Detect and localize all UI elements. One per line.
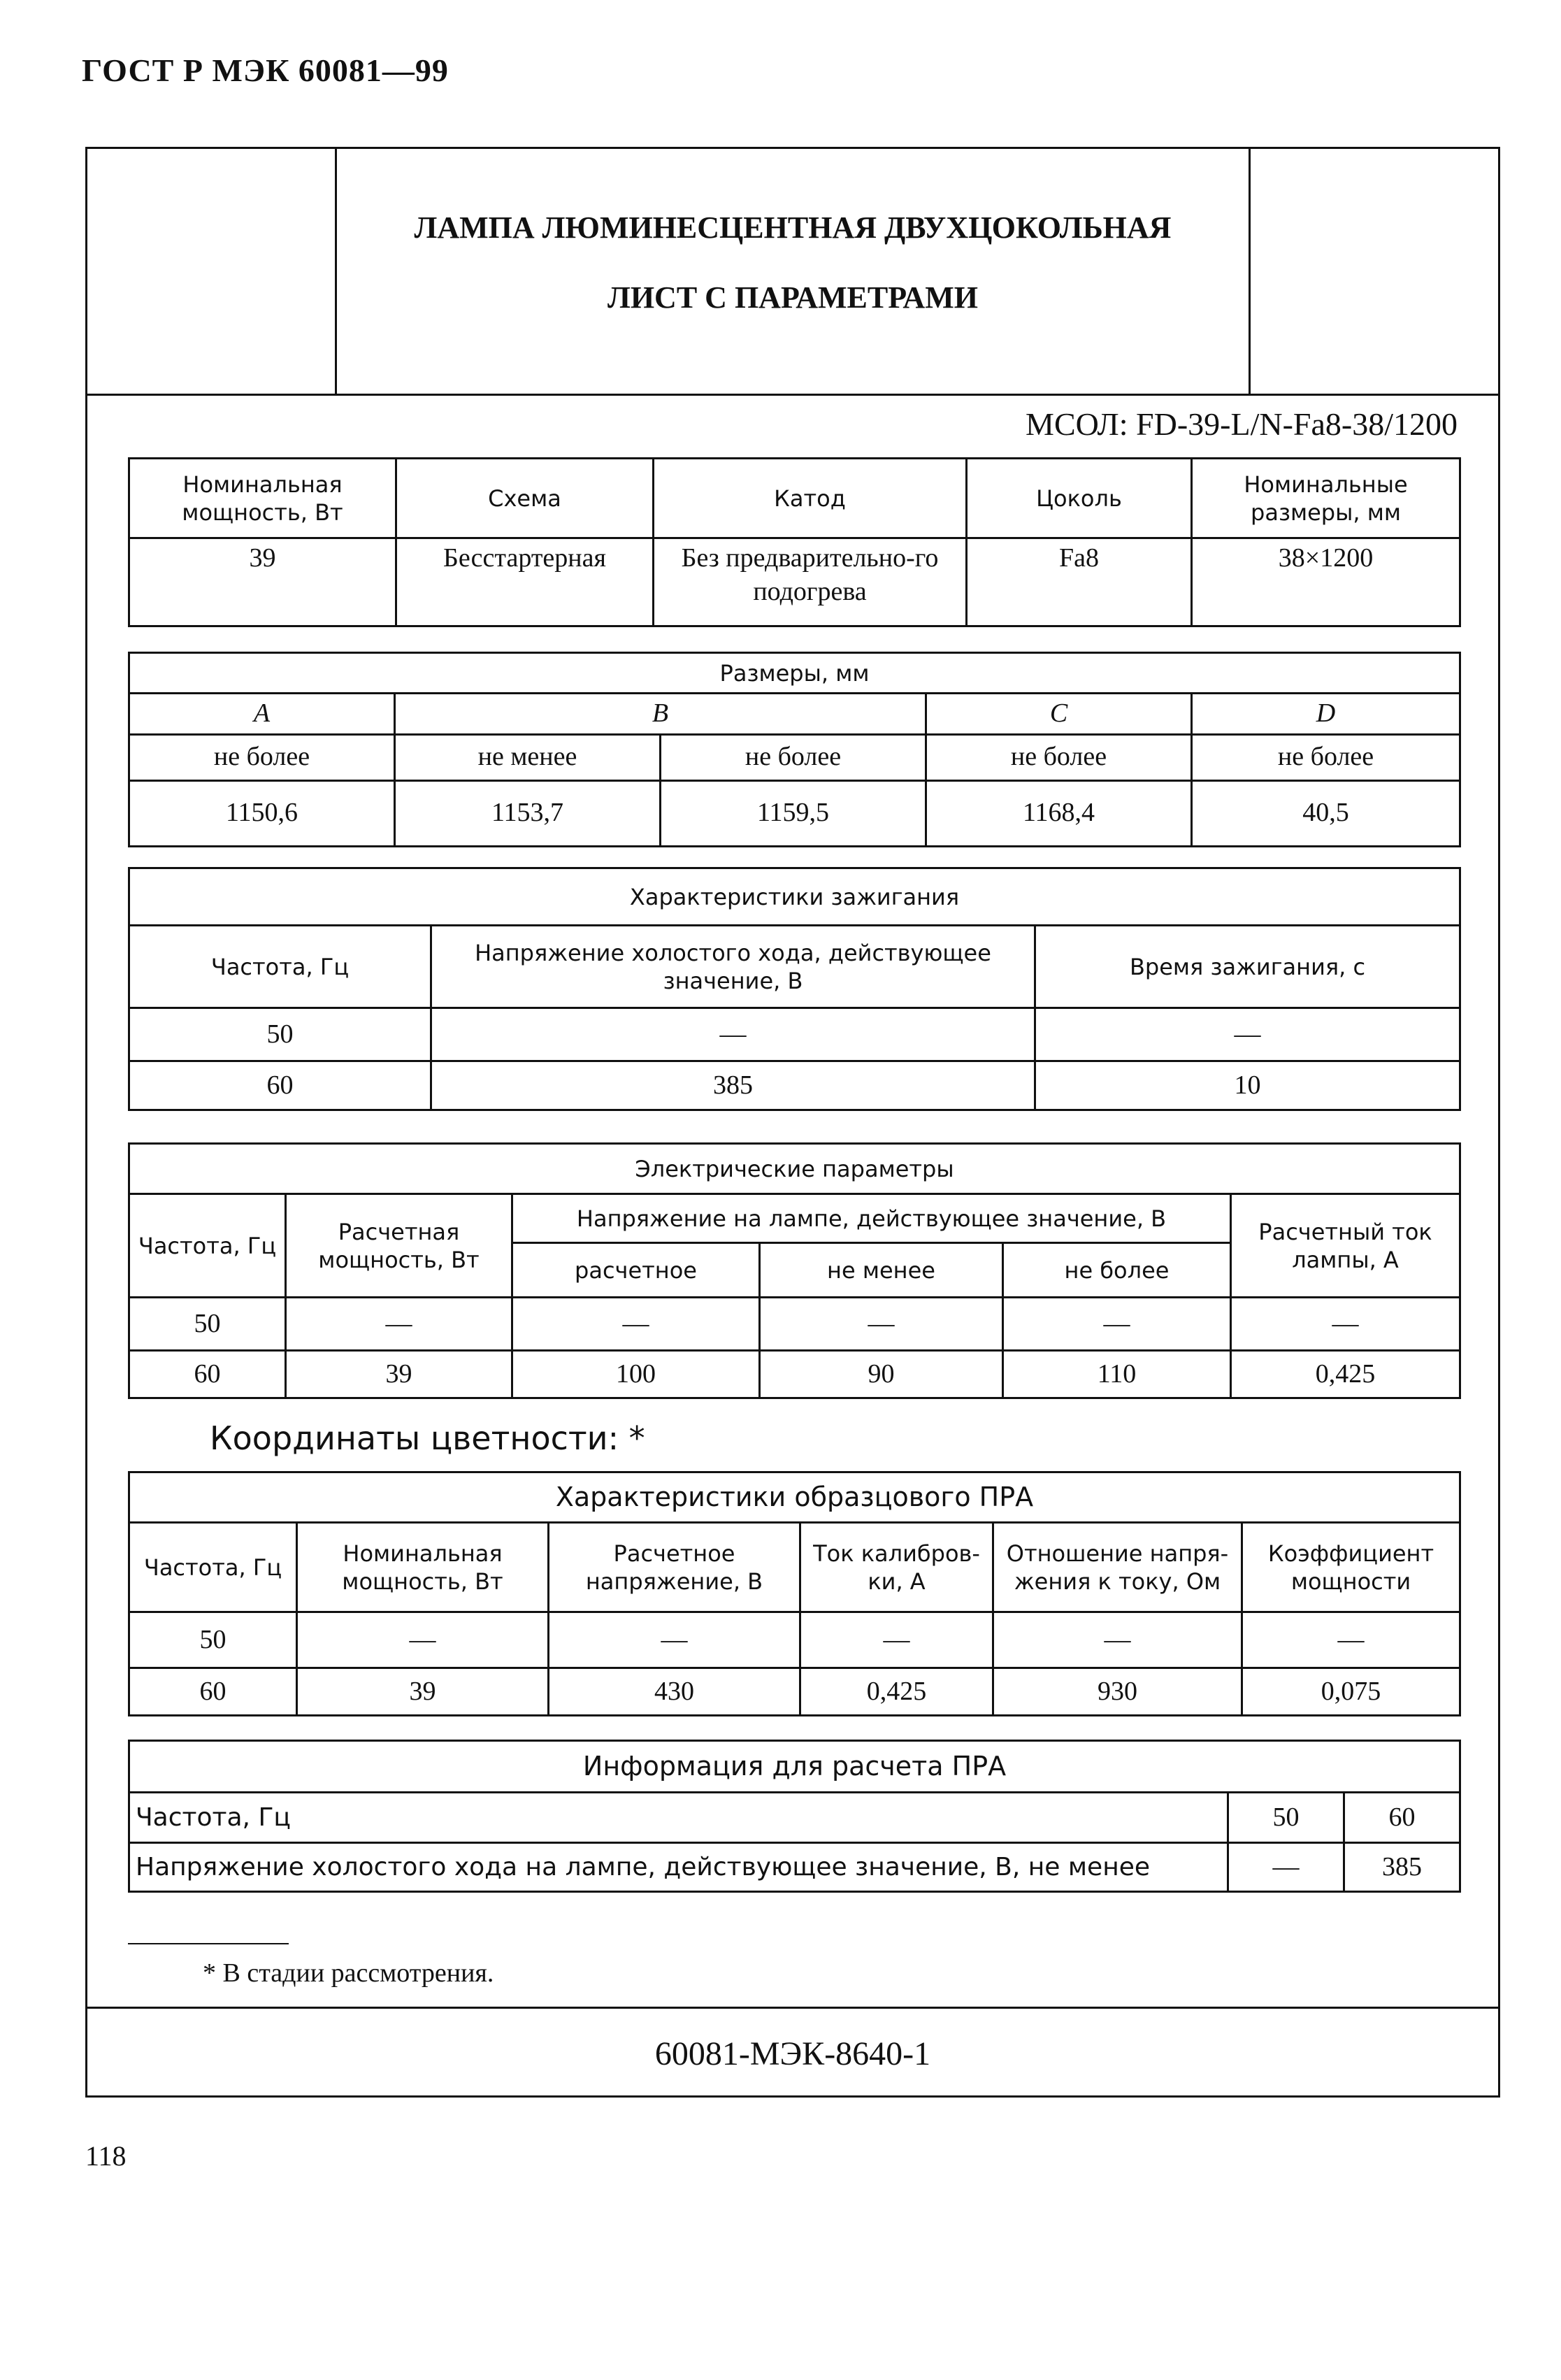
header-left-cell: [85, 147, 337, 396]
dimension-letter-a: A: [129, 694, 395, 735]
ballast-cell: —: [549, 1612, 800, 1668]
value-scheme: Бесстартерная: [396, 538, 654, 626]
footnote-separator: [128, 1943, 289, 1944]
electrical-cell: —: [512, 1298, 760, 1351]
ballast-header-power: Номинальная мощность, Вт: [297, 1523, 549, 1612]
ballast-info-table: [128, 1740, 1461, 1893]
ballast-header-calibration-current: Ток калибров-ки, А: [800, 1523, 993, 1612]
ballast-cell: —: [1242, 1612, 1460, 1668]
page-number: 118: [85, 2140, 127, 2172]
limit-b-max: не более: [661, 734, 926, 780]
ballast-title: Характеристики образцового ПРА: [129, 1472, 1460, 1523]
limit-a: не более: [129, 734, 395, 780]
dimensions-table: [128, 652, 1461, 847]
header-nominal-size: Номинальные размеры, мм: [1192, 459, 1460, 538]
ignition-header-frequency: Частота, Гц: [129, 926, 431, 1008]
header-right-cell: [1249, 147, 1500, 396]
electrical-cell: 100: [512, 1351, 760, 1398]
ballast-info-frequency-50: 50: [1228, 1793, 1344, 1843]
ignition-header-voltage: Напряжение холостого хода, действующее значение, В: [431, 926, 1035, 1008]
header-scheme: Схема: [396, 459, 654, 538]
ballast-cell: 50: [129, 1612, 297, 1668]
ignition-cell: 50: [129, 1008, 431, 1061]
header-divider: [85, 394, 1500, 396]
ballast-header-frequency: Частота, Гц: [129, 1523, 297, 1612]
footnote: * В стадии рассмотрения.: [203, 1958, 494, 1988]
electrical-cell: 0,425: [1231, 1351, 1460, 1398]
dimension-letter-d: D: [1192, 694, 1460, 735]
ignition-header-time: Время зажигания, с: [1035, 926, 1460, 1008]
electrical-cell: —: [1231, 1298, 1460, 1351]
ignition-cell: —: [431, 1008, 1035, 1061]
value-d: 40,5: [1192, 780, 1460, 846]
electrical-header-power: Расчетная мощность, Вт: [286, 1194, 512, 1298]
ballast-cell: 39: [297, 1668, 549, 1716]
standard-title: ГОСТ Р МЭК 60081—99: [82, 52, 449, 88]
header-cathode: Катод: [654, 459, 967, 538]
electrical-header-voltage-rated: расчетное: [512, 1243, 760, 1298]
value-a: 1150,6: [129, 780, 395, 846]
sheet-subtitle: ЛИСТ С ПАРАМЕТРАМИ: [607, 280, 978, 315]
value-b-min: 1153,7: [395, 780, 661, 846]
lamp-designation: МСОЛ: FD-39-L/N-Fa8-38/1200: [1026, 406, 1458, 442]
limit-b-min: не менее: [395, 734, 661, 780]
value-nominal-power: 39: [129, 538, 396, 626]
ballast-header-power-factor: Коэффициент мощности: [1242, 1523, 1460, 1612]
ballast-info-voltage-50: —: [1228, 1843, 1344, 1892]
value-nominal-size: 38×1200: [1192, 538, 1460, 626]
electrical-cell: 39: [286, 1351, 512, 1398]
electrical-cell: —: [286, 1298, 512, 1351]
electrical-header-voltage-max: не более: [1003, 1243, 1231, 1298]
ballast-cell: 0,425: [800, 1668, 993, 1716]
value-base: Fa8: [967, 538, 1192, 626]
dimension-letter-b: B: [395, 694, 926, 735]
ballast-info-voltage-label: Напряжение холостого хода на лампе, действующее значение, В, не менее: [129, 1843, 1228, 1892]
ballast-header-voltage: Расчетное напряжение, В: [549, 1523, 800, 1612]
electrical-header-frequency: Частота, Гц: [129, 1194, 286, 1298]
electrical-cell: —: [1003, 1298, 1231, 1351]
ignition-cell: —: [1035, 1008, 1460, 1061]
header-nominal-power: Номинальная мощность, Вт: [129, 459, 396, 538]
ignition-cell: 10: [1035, 1061, 1460, 1110]
ballast-cell: —: [800, 1612, 993, 1668]
dimension-letter-c: C: [926, 694, 1192, 735]
value-cathode: Без предварительно-го подогрева: [654, 538, 967, 626]
dimensions-title: Размеры, мм: [129, 653, 1460, 694]
electrical-cell: 110: [1003, 1351, 1231, 1398]
electrical-header-voltage-min: не менее: [760, 1243, 1003, 1298]
ballast-cell: 0,075: [1242, 1668, 1460, 1716]
document-code: 60081-МЭК-8640-1: [654, 2035, 931, 2072]
limit-d: не более: [1192, 734, 1460, 780]
electrical-header-voltage: Напряжение на лампе, действующее значение, В: [512, 1194, 1231, 1243]
ignition-title: Характеристики зажигания: [129, 868, 1460, 926]
ballast-info-frequency-label: Частота, Гц: [129, 1793, 1228, 1843]
footer-divider: [85, 2007, 1500, 2009]
ballast-cell: 930: [993, 1668, 1242, 1716]
value-c: 1168,4: [926, 780, 1192, 846]
header-base: Цоколь: [967, 459, 1192, 538]
chromaticity-coordinates: Координаты цветности: *: [210, 1419, 645, 1457]
electrical-cell: —: [760, 1298, 1003, 1351]
limit-c: не более: [926, 734, 1192, 780]
ballast-cell: 430: [549, 1668, 800, 1716]
ballast-header-impedance: Отношение напря-жения к току, Ом: [993, 1523, 1242, 1612]
electrical-header-current: Расчетный ток лампы, А: [1231, 1194, 1460, 1298]
electrical-parameters-table: [128, 1142, 1461, 1399]
reference-ballast-table: [128, 1471, 1461, 1716]
ballast-info-title: Информация для расчета ПРА: [129, 1741, 1460, 1793]
ballast-cell: —: [297, 1612, 549, 1668]
ignition-cell: 385: [431, 1061, 1035, 1110]
value-b-max: 1159,5: [661, 780, 926, 846]
ballast-info-frequency-60: 60: [1344, 1793, 1460, 1843]
electrical-title: Электрические параметры: [129, 1144, 1460, 1194]
ignition-table: [128, 867, 1461, 1111]
ignition-cell: 60: [129, 1061, 431, 1110]
electrical-cell: 50: [129, 1298, 286, 1351]
ballast-cell: —: [993, 1612, 1242, 1668]
ballast-cell: 60: [129, 1668, 297, 1716]
main-parameters-table: [128, 457, 1461, 627]
sheet-title: ЛАМПА ЛЮМИНЕСЦЕНТНАЯ ДВУХЦОКОЛЬНАЯ: [414, 210, 1172, 245]
electrical-cell: 60: [129, 1351, 286, 1398]
electrical-cell: 90: [760, 1351, 1003, 1398]
ballast-info-voltage-60: 385: [1344, 1843, 1460, 1892]
